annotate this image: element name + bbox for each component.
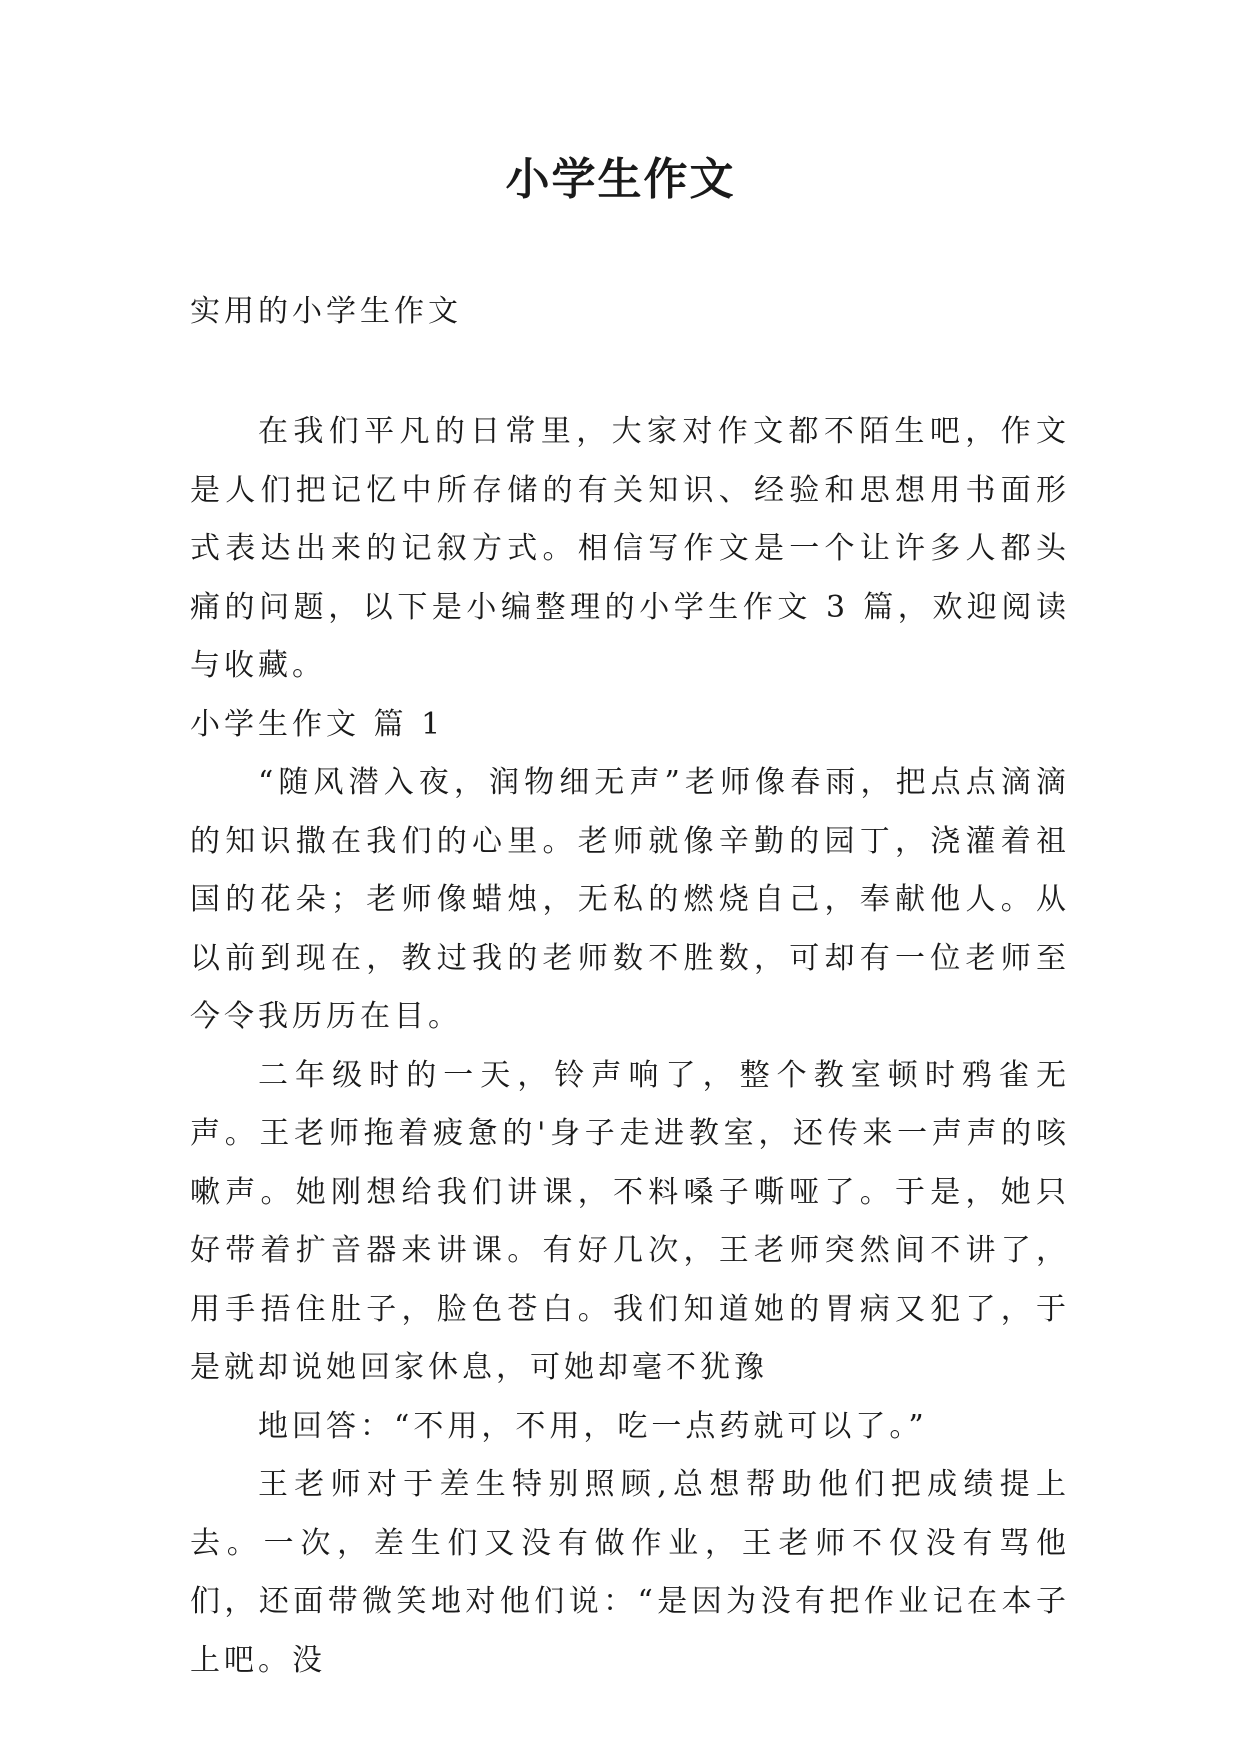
document-body [190, 403, 1070, 1690]
body-paragraph: 王老师对于差生特别照顾,总想帮助他们把成绩提上去。一次，差生们又没有做作业，王老师不仅没有骂他们，还面带微笑地对他们说：“是因为没有把作业记在本子上吧。没 [190, 1467, 1070, 1678]
body-paragraph: “随风潜入夜，润物细无声”老师像春雨，把点点滴滴的知识撒在我们的心里。老师就像辛勤的园丁，浇灌着祖国的花朵；老师像蜡烛，无私的燃烧自己，奉献他人。从以前到现在，教过我的老师数不胜数，可却有一位老师至今令我历历在目。 [190, 765, 1070, 1034]
body-paragraph: 二年级时的一天，铃声响了，整个教室顿时鸦雀无声。王老师拖着疲惫的'身子走进教室，还传来一声声的咳嗽声。她刚想给我们讲课，不料嗓子嘶哑了。于是，她只好带着扩音器来讲课。有好几次，王老师突然间不讲了，用手捂住肚子，脸色苍白。我们知道她的胃病又犯了，于是就却说她回家休息，可她却毫不犹豫 [190, 1057, 1070, 1385]
intro-paragraph: 在我们平凡的日常里，大家对作文都不陌生吧，作文是人们把记忆中所存储的有关知识、经验和思想用书面形式表达出来的记叙方式。相信写作文是一个让许多人都头痛的问题，以下是小编整理的小学生作文 3 篇，欢迎阅读与收藏。 [190, 414, 1070, 683]
document-title: 小学生作文 [505, 154, 736, 205]
body-paragraph: 地回答：“不用，不用，吃一点药就可以了。” [258, 1408, 928, 1444]
document-subtitle: 实用的小学生作文 [190, 294, 462, 329]
section-heading: 小学生作文 篇 1 [190, 706, 445, 742]
